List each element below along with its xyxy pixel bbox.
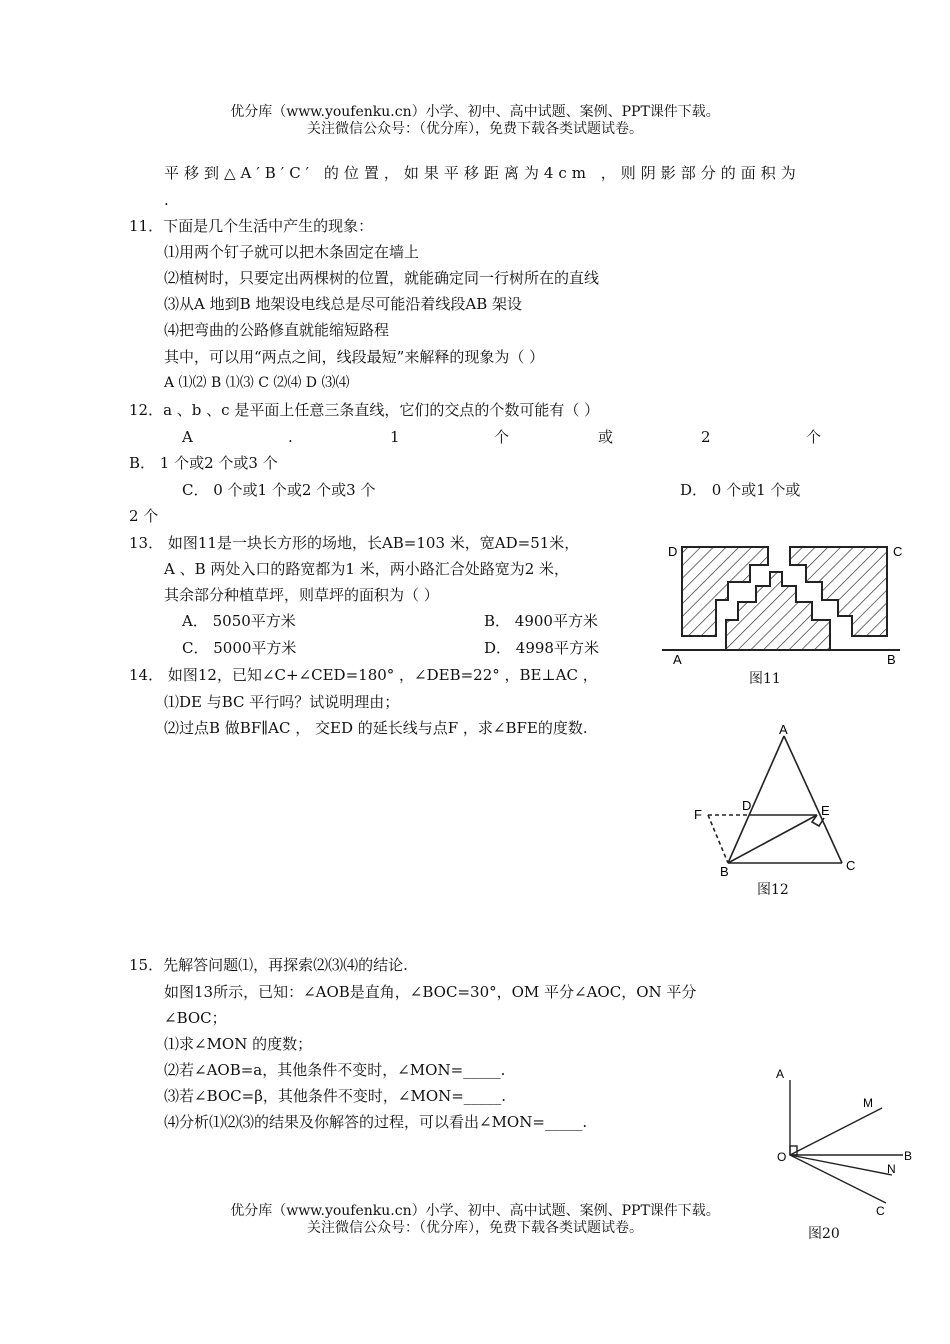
figure-11 bbox=[662, 536, 902, 676]
q13-optD: D． 4998平方米 bbox=[484, 639, 599, 657]
q13-optB: B． 4900平方米 bbox=[484, 612, 598, 630]
q12-optD: D． 0 个或1 个或 bbox=[680, 481, 801, 499]
q12-optA-or: 或 bbox=[598, 428, 614, 446]
q12-optC: C． 0 个或1 个或2 个或3 个 bbox=[182, 481, 376, 499]
q15-part-2: ⑵若∠AOB=a，其他条件不变时，∠MON=_____. bbox=[164, 1061, 506, 1079]
ray-OC bbox=[790, 1155, 886, 1203]
fig12-label-C: C bbox=[846, 858, 856, 873]
fig11-caption: 图11 bbox=[749, 671, 781, 687]
fig11-label-B: B bbox=[887, 652, 896, 667]
q12-optA-dot: . bbox=[288, 428, 293, 446]
header-line-2: 关注微信公众号：（优分库），免费下载各类试题试卷。 bbox=[307, 121, 643, 137]
q11-question: 其中，可以用“两点之间，线段最短”来解释的现象为（ ） bbox=[164, 348, 545, 366]
header-line-1: 优分库（www.youfenku.cn）小学、初中、高中试题、案例、PPT课件下载。 bbox=[230, 104, 720, 120]
fig11-label-D: D bbox=[668, 544, 678, 559]
q11-item-1: ⑴用两个钉子就可以把木条固定在墙上 bbox=[164, 243, 420, 261]
q12-optA-ge1: 个 bbox=[494, 428, 510, 446]
segment-AC bbox=[784, 736, 842, 863]
lawn-regions bbox=[682, 547, 887, 650]
fig12-caption: 图12 bbox=[757, 882, 789, 898]
fig11-label-A: A bbox=[673, 652, 682, 667]
ray-OM bbox=[790, 1108, 882, 1155]
q13-line-3: 其余部分种植草坪，则草坪的面积为（ ） bbox=[164, 586, 439, 604]
q12-optA-num2: 2 bbox=[701, 428, 711, 446]
q11-options: A ⑴⑵ B ⑴⑶ C ⑵⑷ D ⑶⑷ bbox=[164, 375, 350, 391]
q10-line-1: 平移到△A′B′C′ 的位置，如果平移距离为4cm ，则阴影部分的面积为 bbox=[164, 164, 801, 182]
q11-stem: 11．下面是几个生活中产生的现象： bbox=[129, 217, 374, 235]
q15-line-2: ∠BOC； bbox=[164, 1009, 227, 1027]
q15-part-3: ⑶若∠BOC=β，其他条件不变时，∠MON=_____. bbox=[164, 1087, 507, 1105]
segment-BF-dashed bbox=[708, 815, 728, 863]
q14-stem: 14． 如图12，已知∠C+∠CED=180° ，∠DEB=22° ，BE⊥AC ， bbox=[129, 666, 598, 684]
q12-optA-ge2: 个 bbox=[806, 428, 822, 446]
fig20-label-N: N bbox=[887, 1162, 896, 1176]
figure-20 bbox=[772, 1062, 912, 1222]
fig20-label-A: A bbox=[776, 1067, 785, 1081]
footer-line-2: 关注微信公众号：（优分库），免费下载各类试题试卷。 bbox=[307, 1220, 643, 1236]
figure-12 bbox=[682, 716, 872, 879]
q12-optA-letter: A bbox=[182, 428, 193, 446]
q15-line-1: 如图13所示，已知：∠AOB是直角，∠BOC=30°，OM 平分∠AOC，ON 平分 bbox=[164, 983, 697, 1001]
q12-optB: B． 1 个或2 个或3 个 bbox=[129, 454, 278, 472]
fig11-label-C: C bbox=[893, 544, 903, 559]
q13-line-2: A 、B 两处入口的路宽都为1 米，两小路汇合处路宽为2 米， bbox=[164, 560, 570, 578]
fig12-label-F: F bbox=[694, 807, 702, 822]
q13-optC: C． 5000平方米 bbox=[182, 639, 297, 657]
fig12-label-D: D bbox=[742, 798, 752, 813]
fig20-label-O: O bbox=[777, 1150, 787, 1164]
q14-part-1: ⑴DE 与BC 平行吗？试说明理由； bbox=[164, 693, 400, 711]
fig20-caption: 图20 bbox=[808, 1226, 840, 1242]
ray-ON bbox=[790, 1155, 892, 1175]
segment-BE bbox=[728, 815, 817, 863]
q11-item-4: ⑷把弯曲的公路修直就能缩短路程 bbox=[164, 321, 390, 339]
q12-optD-tail: 2 个 bbox=[129, 507, 159, 525]
q11-item-3: ⑶从A 地到B 地架设电线总是尽可能沿着线段AB 架设 bbox=[164, 295, 523, 313]
q11-item-2: ⑵植树时，只要定出两棵树的位置，就能确定同一行树所在的直线 bbox=[164, 269, 600, 287]
fig12-label-E: E bbox=[821, 803, 830, 818]
q15-part-4: ⑷分析⑴⑵⑶的结果及你解答的过程，可以看出∠MON=_____. bbox=[164, 1113, 588, 1131]
q13-optA: A． 5050平方米 bbox=[182, 612, 296, 630]
segment-AB bbox=[728, 736, 784, 863]
q10-line-2: . bbox=[164, 191, 169, 209]
fig20-label-M: M bbox=[863, 1096, 873, 1110]
fig12-label-A: A bbox=[779, 722, 788, 737]
q12-stem: 12．a 、b 、c 是平面上任意三条直线，它们的交点的个数可能有（ ） bbox=[129, 401, 600, 419]
fig12-label-B: B bbox=[720, 864, 729, 879]
fig20-label-B: B bbox=[904, 1149, 913, 1163]
q15-part-1: ⑴求∠MON 的度数； bbox=[164, 1035, 313, 1053]
q15-stem: 15．先解答问题⑴，再探索⑵⑶⑷的结论. bbox=[129, 956, 408, 974]
q14-part-2: ⑵过点B 做BF∥AC ， 交ED 的延长线与点F ，求∠BFE的度数. bbox=[164, 719, 588, 737]
fig20-label-C: C bbox=[876, 1204, 885, 1218]
footer-line-1: 优分库（www.youfenku.cn）小学、初中、高中试题、案例、PPT课件下载。 bbox=[230, 1203, 720, 1219]
lawn-middle bbox=[726, 572, 830, 650]
q13-line-1: 13． 如图11是一块长方形的场地，长AB=103 米，宽AD=51米， bbox=[129, 534, 580, 552]
q12-optA-num1: 1 bbox=[390, 428, 400, 446]
